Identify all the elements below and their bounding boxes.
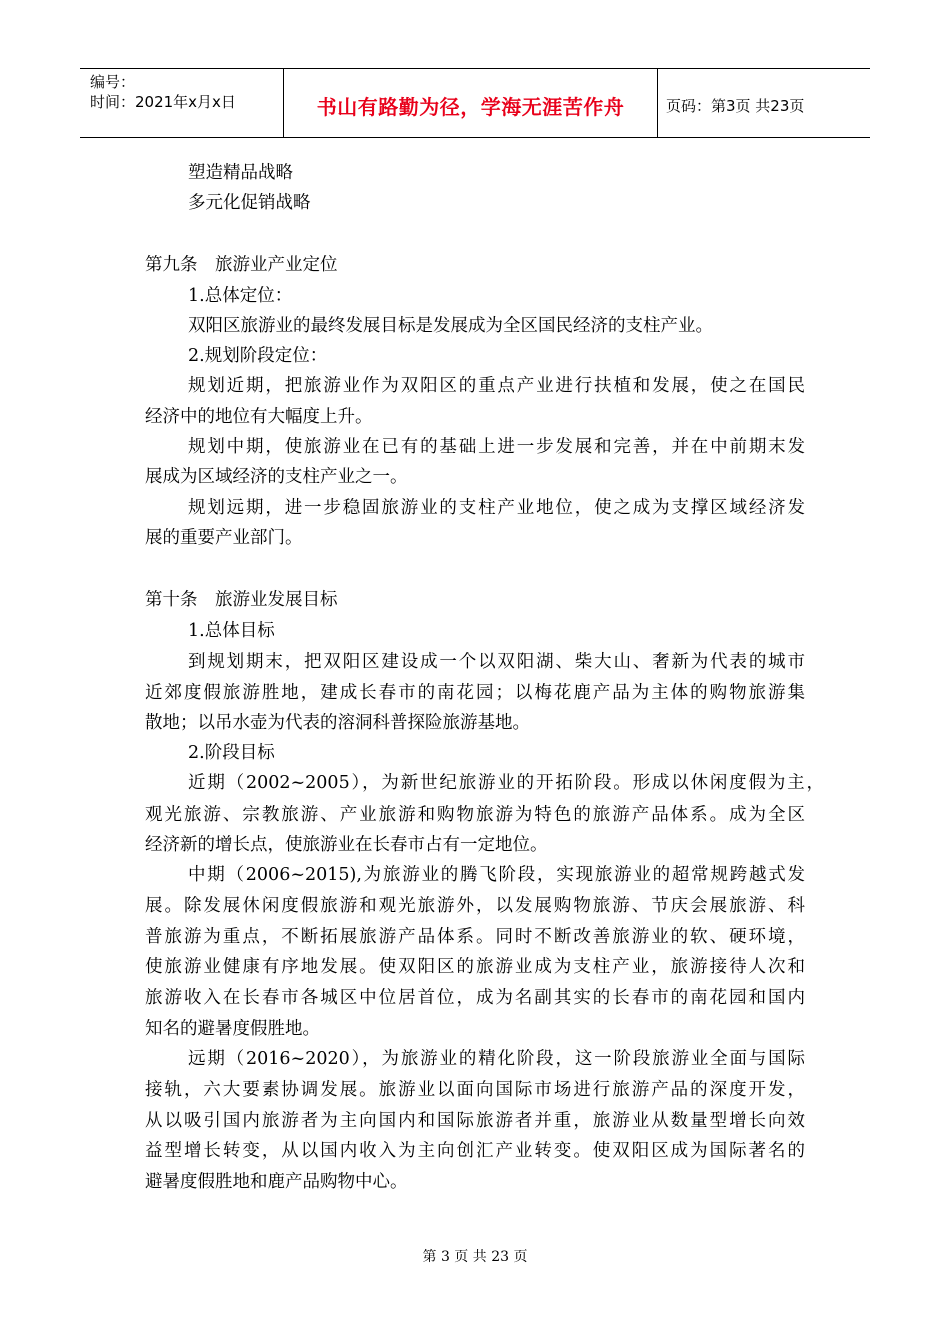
code-label: 编号： (90, 73, 136, 91)
text-line: 2.规划阶段定位： (188, 346, 328, 366)
text-line: 中期（2006~2015),为旅游业的腾飞阶段，实现旅游业的超常规跨越式发 (188, 865, 805, 885)
page-footer: 第 3 页 共 23 页 (422, 1249, 528, 1265)
text-line: 展。除发展休闲度假旅游和观光旅游外，以发展购物旅游、节庆会展旅游、科 (145, 896, 805, 916)
text-line: 近期（2002~2005），为新世纪旅游业的开拓阶段。形成以休闲度假为主， (188, 773, 824, 793)
text-line: 塑造精品战略 (188, 163, 293, 183)
section-heading-10: 第十条 旅游业发展目标 (145, 590, 338, 610)
text-line: 接轨，六大要素协调发展。旅游业以面向国际市场进行旅游产品的深度开发， (145, 1080, 805, 1100)
text-line: 旅游收入在长春市各城区中位居首位，成为名副其实的长春市的南花园和国内 (145, 988, 805, 1008)
text-line: 经济新的增长点，使旅游业在长春市占有一定地位。 (145, 835, 548, 855)
text-line: 益型增长转变，从以国内收入为主向创汇产业转变。使双阳区成为国际著名的 (145, 1141, 805, 1161)
text-line: 知名的避暑度假胜地。 (145, 1019, 320, 1039)
text-line: 普旅游为重点，不断拓展旅游产品体系。同时不断改善旅游业的软、硬环境， (145, 927, 805, 947)
header-left-cell (80, 69, 284, 137)
text-line: 近郊度假旅游胜地，建成长春市的南花园；以梅花鹿产品为主体的购物旅游集 (145, 683, 805, 703)
text-line: 散地；以吊水壶为代表的溶洞科普探险旅游基地。 (145, 713, 530, 733)
text-line: 展成为区域经济的支柱产业之一。 (145, 467, 408, 487)
header-motto-cell (284, 69, 658, 137)
text-line: 到规划期末，把双阳区建设成一个以双阳湖、柴大山、奢新为代表的城市 (188, 652, 805, 672)
text-line: 经济中的地位有大幅度上升。 (145, 407, 373, 427)
text-line: 规划远期，进一步稳固旅游业的支柱产业地位，使之成为支撑区域经济发 (188, 498, 805, 518)
text-line: 多元化促销战略 (188, 193, 311, 213)
motto: 书山有路勤为径，学海无涯苦作舟 (316, 95, 625, 119)
time-label: 时间：2021年x月x日 (90, 93, 236, 111)
page-info: 页码：第3页 共23页 (666, 97, 805, 115)
text-line: 避暑度假胜地和鹿产品购物中心。 (145, 1172, 408, 1192)
text-line: 使旅游业健康有序地发展。使双阳区的旅游业成为支柱产业，旅游接待人次和 (145, 957, 805, 977)
text-line: 远期（2016~2020），为旅游业的精化阶段，这一阶段旅游业全面与国际 (188, 1049, 805, 1069)
header-right-cell (658, 69, 870, 137)
text-line: 展的重要产业部门。 (145, 528, 303, 548)
text-line: 1.总体定位： (188, 286, 293, 306)
text-line: 双阳区旅游业的最终发展目标是发展成为全区国民经济的支柱产业。 (188, 316, 713, 336)
section-heading-9: 第九条 旅游业产业定位 (145, 255, 338, 275)
text-line: 规划中期，使旅游业在已有的基础上进一步发展和完善，并在中前期末发 (188, 437, 805, 457)
text-line: 规划近期，把旅游业作为双阳区的重点产业进行扶植和发展，使之在国民 (188, 376, 805, 396)
text-line: 1.总体目标 (188, 621, 275, 641)
text-line: 观光旅游、宗教旅游、产业旅游和购物旅游为特色的旅游产品体系。成为全区 (145, 805, 805, 825)
text-line: 2.阶段目标 (188, 743, 275, 763)
text-line: 从以吸引国内旅游者为主向国内和国际旅游者并重，旅游业从数量型增长向效 (145, 1111, 805, 1131)
header-table (80, 68, 870, 138)
